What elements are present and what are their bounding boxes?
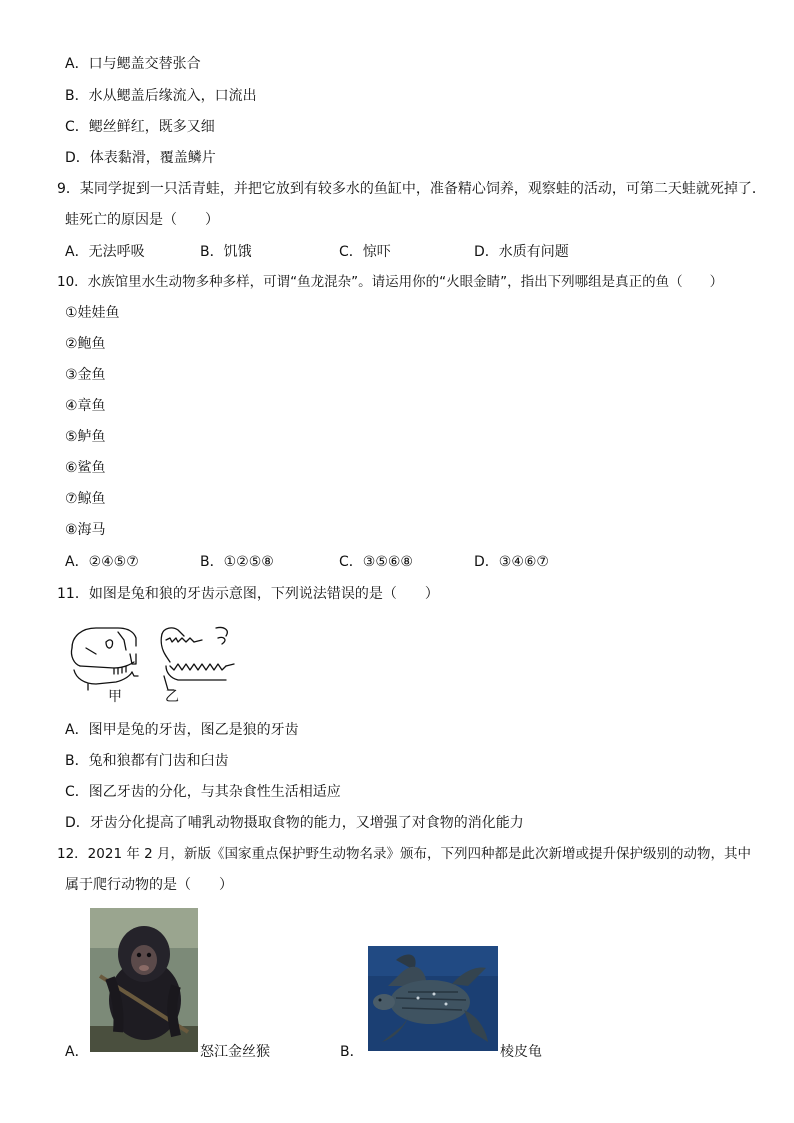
- q9-option-b: B．饥饿: [200, 244, 252, 260]
- q9-stem-line1: 9．某同学捉到一只活青蛙，并把它放到有较多水的鱼缸中，准备精心饲养，观察蛙的活动，可第二天蛙就死掉了．: [57, 181, 766, 197]
- q10-option-b: B．①②⑤⑧: [200, 554, 274, 570]
- figure-label-yi: 乙: [165, 689, 179, 705]
- q10-option-a: A．②④⑤⑦: [65, 554, 139, 570]
- q10-item-7: ⑦鲸鱼: [65, 491, 106, 507]
- q10-option-c: C．③⑤⑥⑧: [339, 554, 413, 570]
- wolf-skull-figure: [161, 627, 234, 690]
- rabbit-skull-figure: [71, 628, 138, 690]
- q10-item-1: ①娃娃鱼: [65, 305, 120, 321]
- figure-label-jia: 甲: [108, 689, 122, 705]
- q12-option-a-letter: A．: [65, 1044, 89, 1060]
- snub-nosed-monkey-photo: [90, 908, 198, 1052]
- teeth-diagram: [66, 618, 246, 710]
- q9-option-c: C．惊吓: [339, 244, 391, 260]
- q9-option-a: A．无法呼吸: [65, 244, 145, 260]
- q10-item-3: ③金鱼: [65, 367, 106, 383]
- q10-item-8: ⑧海马: [65, 522, 106, 538]
- q11-option-c: C．图乙牙齿的分化，与其杂食性生活相适应: [65, 784, 341, 800]
- q9-stem-line2: 蛙死亡的原因是（ ）: [65, 212, 219, 228]
- q12-option-b-letter: B．: [340, 1044, 364, 1060]
- q8-option-b: B．水从鳃盖后缘流入，口流出: [65, 88, 257, 104]
- q8-option-a: A．口与鳃盖交替张合: [65, 56, 201, 72]
- q11-stem: 11．如图是兔和狼的牙齿示意图，下列说法错误的是（ ）: [57, 586, 439, 602]
- q10-option-d: D．③④⑥⑦: [474, 554, 549, 570]
- q12-stem-line1: 12．2021 年 2 月，新版《国家重点保护野生动物名录》颁布，下列四种都是此次新增或提升保护级别的动物，其中: [57, 846, 751, 862]
- q12-option-b-caption: 棱皮龟: [500, 1044, 542, 1060]
- q8-option-c: C．鳃丝鲜红，既多又细: [65, 119, 215, 135]
- q11-option-a: A．图甲是兔的牙齿，图乙是狼的牙齿: [65, 722, 299, 738]
- q10-item-6: ⑥鲨鱼: [65, 460, 106, 476]
- q8-option-d: D．体表黏滑，覆盖鳞片: [65, 150, 216, 166]
- q12-option-a-caption: 怒江金丝猴: [200, 1044, 270, 1060]
- q10-stem: 10．水族馆里水生动物多种多样，可谓“鱼龙混杂”。请运用你的“火眼金睛”，指出下列哪组是真正的鱼（ ）: [57, 274, 724, 290]
- q11-option-d: D．牙齿分化提高了哺乳动物摄取食物的能力，又增强了对食物的消化能力: [65, 815, 524, 831]
- q11-option-b: B．兔和狼都有门齿和臼齿: [65, 753, 229, 769]
- q10-item-4: ④章鱼: [65, 398, 106, 414]
- q12-stem-line2: 属于爬行动物的是（ ）: [65, 877, 233, 893]
- leatherback-turtle-photo: [368, 946, 498, 1051]
- q10-item-2: ②鲍鱼: [65, 336, 106, 352]
- q9-option-d: D．水质有问题: [474, 244, 569, 260]
- q10-item-5: ⑤鲈鱼: [65, 429, 106, 445]
